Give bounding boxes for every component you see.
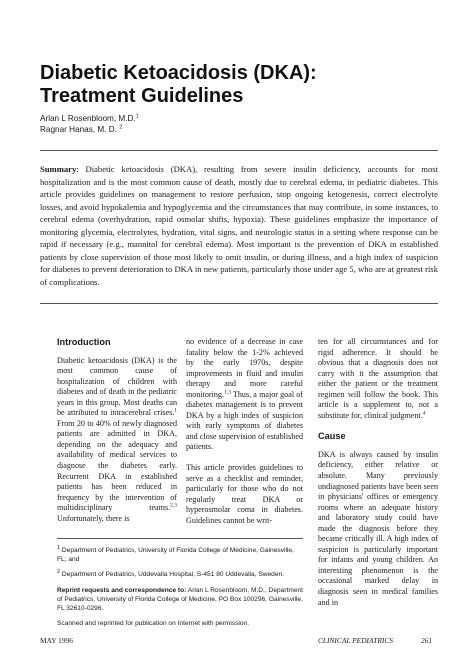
author-2 bbox=[40, 124, 139, 135]
intro-text-c: Unfortunately, there is bbox=[57, 513, 130, 523]
footnote-2-mark: 2 bbox=[57, 569, 61, 576]
scanned-note: Scanned and reprinted for publication on Internet with permission. bbox=[57, 620, 250, 628]
author-1-affiliation-mark: 1 bbox=[135, 113, 139, 120]
cause-paragraph: DKA is always caused by insulin deficiency, either relative or absolute. Many previously undiagnosed patients have been seen in physicians' offices or emergency rooms where an adequate history and laboratory study could have made the diagnosis before they became critically ill. A high index of suspicion is particularly important for infants and young children. An interesting phenomenon is the occasional marked delay in diagnosis seen in medical families and in bbox=[318, 449, 438, 607]
reprint-label: Reprint requests and correspondence to: bbox=[57, 586, 187, 594]
citation-1-3: 1,3 bbox=[224, 389, 231, 396]
author-2-name: Ragnar Hanas, M. D. bbox=[40, 125, 117, 134]
page-number: 261 bbox=[421, 636, 433, 645]
summary-paragraph bbox=[40, 163, 438, 288]
title-line-2: Treatment Guidelines bbox=[40, 85, 244, 107]
footnote-2 bbox=[57, 570, 303, 579]
citation-2-3: 2,3 bbox=[170, 502, 177, 509]
intro-text-a: Diabetic ketoacidosis (DKA) is the most common cause of hospitalization of children with diabetes and of death in the pediatric years in this group. Most deaths can be attributed to intracerebral crises. bbox=[57, 355, 177, 418]
col2-text-a: no evidence of a decrease in case fatality below the 1-2% achieved by the early 1970s, despite improvements in fluid and insulin therapy and more careful monitoring. bbox=[186, 337, 303, 399]
footnote-1-text: Department of Pediatrics, University of Florida College of Medicine, Gainesville, FL; and bbox=[57, 547, 294, 564]
col2-text-b: Thus, a major goal of diabetes management is to prevent DKA by a high index of suspicion with early symptoms of diabetes and close supervision of established patients. bbox=[186, 389, 303, 452]
author-1-name: Arlan L Rosenbloom, M.D. bbox=[40, 114, 136, 123]
citation-4: 4 bbox=[422, 410, 426, 417]
introduction-heading: Introduction bbox=[57, 337, 111, 347]
column-1 bbox=[57, 337, 177, 534]
column-2-paragraph-2: This article provides guidelines to serve as a checklist and reminder, particularly for those who do not regularly treat DKA or hyperosmolar coma in diabetes. Guidelines cannot be writ- bbox=[186, 463, 303, 525]
column-3-paragraph-1 bbox=[318, 337, 438, 421]
summary-label: Summary bbox=[40, 164, 77, 174]
introduction-paragraph bbox=[57, 356, 177, 525]
intro-text-b: From 20 to 40% of newly diagnosed patients are admitted in DKA, depending on the adequacy and availability of medical services to diagnose the diabetes early. Recurrent DKA in established patients has been reduced in frequency by the intervention of multidisciplinary teams. bbox=[57, 418, 177, 513]
reprint-text: Arlan L Rosenbloom, M.D., Department of Pediatrics, University of Florida College of Medicine, PO Box 100296, Gainesville, FL 32610-0296. bbox=[57, 586, 304, 613]
footnote-rule bbox=[57, 538, 303, 539]
article-title bbox=[40, 62, 317, 108]
footnotes bbox=[57, 546, 303, 634]
citation-1: 1 bbox=[174, 407, 177, 414]
summary-bottom-rule bbox=[40, 303, 438, 304]
column-3 bbox=[318, 337, 438, 618]
column-2 bbox=[186, 337, 303, 536]
author-1 bbox=[40, 113, 139, 124]
footnote-1 bbox=[57, 546, 303, 564]
summary-top-rule bbox=[40, 150, 438, 151]
journal-name: CLINICAL PEDIATRICS bbox=[318, 636, 393, 645]
author-list bbox=[40, 113, 139, 135]
title-line-1: Diabetic Ketoacidosis (DKA): bbox=[40, 62, 317, 84]
column-2-paragraph-1 bbox=[186, 337, 303, 453]
footnote-1-mark: 1 bbox=[57, 544, 61, 551]
author-2-affiliation-mark: 2 bbox=[119, 124, 123, 131]
issue-date: MAY 1996 bbox=[40, 636, 73, 645]
cause-heading: Cause bbox=[318, 431, 346, 442]
col3-text: ten for all circumstances and for rigid adherence. It should be obvious that a diagnosis does not carry with it the assumption that either the patient or the treatment regimen will follow the book. This article is a supplement to, not a substitute for, clinical judgment. bbox=[318, 337, 438, 420]
footnote-2-text: Department of Pediatrics, Uddevalla Hospital, S-451 80 Uddevalla, Sweden. bbox=[60, 571, 285, 579]
summary-text: : Diabetic ketoacidosis (DKA), resulting from severe insulin deficiency, accounts for most hospitalization and is the most common cause of death, mostly due to cerebral edema, in pediatric diabetes. This article provides guidelines on management to restore perfusion, stop ongoing ketogenesis, correct electrolyte losses, and avoid hypokalemia and hypoglycemia and the circumstances that may contribute, in some instances, to cerebral edema (overhydration, rapid osmolar shifts, hypoxia). These guidelines emphasize the importance of monitoring glycemia, electrolytes, hydration, vital signs, and neurologic status in a setting where response can be rapid if necessary (e.g., mannitol for cerebral edema). Most important is the prevention of DKA in established patients by close supervision of those most likely to omit insulin, or during illness, and a high index of suspicion for diabetes to prevent deterioration to DKA in new patients, particularly those under age 5, who are at greatest risk of complications. bbox=[40, 164, 438, 287]
reprint-note bbox=[57, 586, 303, 614]
